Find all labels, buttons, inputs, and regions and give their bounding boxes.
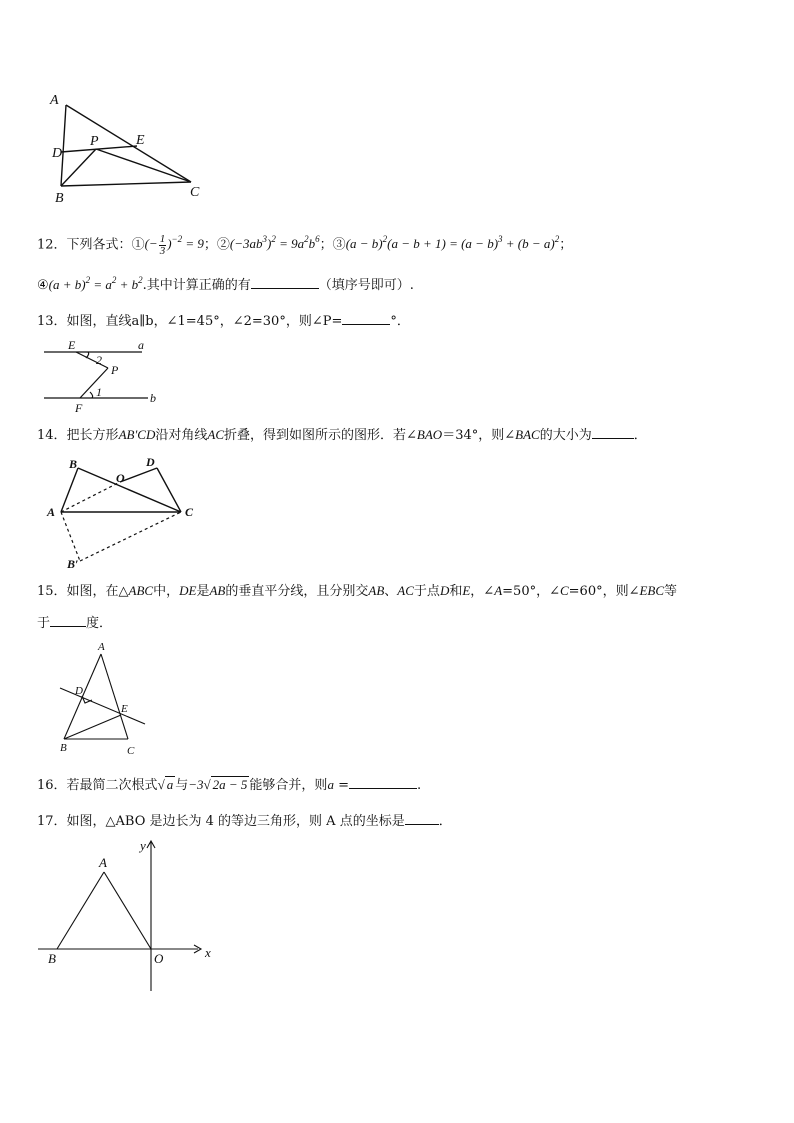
- label-1: 1: [96, 385, 102, 399]
- radical-2: −3√ 2a − 5: [188, 777, 248, 792]
- question-13: 13．如图，直线a∥b，∠1=45°，∠2=30°，则∠P= °．: [37, 314, 410, 329]
- label-2: 2: [96, 353, 102, 367]
- label-C: C: [190, 185, 200, 200]
- label-A: A: [47, 505, 56, 519]
- label-B: B: [69, 457, 78, 471]
- label-E: E: [121, 703, 128, 715]
- label-E: E: [68, 338, 76, 352]
- label-A: A: [50, 93, 59, 108]
- label-B: B: [48, 951, 56, 966]
- label-B-prime: B′: [67, 557, 79, 571]
- question-12-line1: 12．下列各式：①(− $\frac{1}{3}$ )$^{-2}$ = 9；$②(-3ab^3)^2 = 9a^2b^6$；③(a − $b)^2(a - b + 1) = (a - b)^3 + (b - a)^2$；: [37, 233, 573, 257]
- figure-q15: [48, 638, 158, 762]
- question-15-line2: 于 度．: [37, 616, 113, 631]
- label-x: x: [205, 945, 211, 960]
- label-A: A: [98, 641, 105, 653]
- label-O: O: [154, 951, 164, 966]
- answer-blank-13[interactable]: [342, 312, 390, 325]
- label-D: D: [75, 685, 83, 697]
- label-O: O: [116, 471, 125, 485]
- label-B: B: [55, 191, 64, 206]
- formula-3: $(a - b)^2(a - b + 1) = (a - b)^3 + (b - a)^2$: [345, 234, 560, 252]
- figure-q11: [40, 88, 210, 210]
- label-P: P: [90, 134, 99, 149]
- figure-q13: [38, 336, 168, 414]
- label-C: C: [185, 505, 194, 519]
- radical-1: √ a: [157, 777, 174, 792]
- label-F: F: [75, 401, 83, 414]
- label-b: b: [150, 391, 156, 405]
- label-A: A: [99, 855, 107, 870]
- answer-blank-14[interactable]: [592, 426, 634, 439]
- question-14: 14．把长方形AB′CD沿对角线AC折叠，得到如图所示的图形．若∠BAO＝34°，则∠BAC的大小为 ．: [37, 427, 647, 443]
- label-P: P: [111, 363, 119, 377]
- answer-blank-16[interactable]: [349, 776, 417, 789]
- label-E: E: [136, 133, 145, 148]
- figure-q17: [34, 836, 224, 996]
- formula-4: $(a + b)^2 = a^2 + b^2$: [48, 275, 143, 292]
- question-15-line1: 15．如图，在△ABC中，DE是AB的垂直平分线，且分别交AB、AC于点D和E，∠A=50°，∠C=60°，则∠EBC等: [37, 583, 678, 599]
- answer-blank-17[interactable]: [405, 812, 439, 825]
- label-a: a: [138, 338, 144, 352]
- label-B: B: [60, 742, 67, 754]
- label-y: y: [140, 838, 146, 853]
- formula-2: $(-3ab^3)^2 = 9a^2b^6$: [229, 234, 320, 252]
- label-D: D: [146, 455, 155, 469]
- question-16: 16．若最简二次根式√ a 与−3√ 2a − 5 能够合并，则a = .: [37, 777, 422, 793]
- label-D: D: [52, 146, 63, 161]
- question-17: 17．如图，△ABO 是边长为 4 的等边三角形，则 A 点的坐标是 ．: [37, 814, 452, 829]
- var-a: a: [327, 777, 334, 792]
- answer-blank-15[interactable]: [50, 614, 86, 627]
- label-C: C: [127, 745, 135, 757]
- answer-blank-12[interactable]: [251, 276, 319, 289]
- figure-q14: [40, 452, 210, 574]
- question-12-line2: ④(a + $b)^2 = a^2 + b^2$.其中计算正确的有 （填序号即可）.: [37, 275, 414, 293]
- formula-1: (− $\frac{1}{3}$ )$^{-2}$ = 9: [144, 233, 204, 257]
